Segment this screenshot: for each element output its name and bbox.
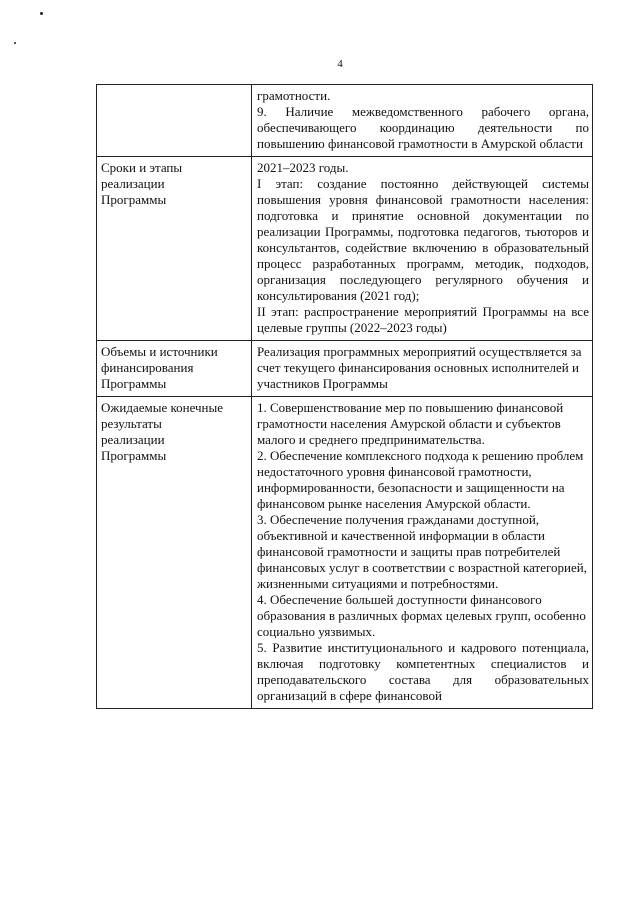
paragraph: 9. Наличие межведомственного рабочего органа, обеспечивающего координацию деятельности по повышению финансовой грамотности в Амурской области <box>257 104 589 151</box>
scan-speck <box>14 42 16 44</box>
row-label-cell <box>97 397 252 709</box>
row-content-cell <box>252 157 593 341</box>
row-content-cell <box>252 397 593 709</box>
table-row <box>97 341 593 397</box>
row-content-cell <box>252 85 593 157</box>
row-label: Объемы и источники финансирования Программы <box>101 344 218 391</box>
page-number: 4 <box>337 58 343 70</box>
row-label-cell <box>97 85 252 157</box>
paragraph: Реализация программных мероприятий осуществляется за счет текущего финансирования основных исполнителей и участников Программы <box>257 344 582 391</box>
paragraph: I этап: создание постоянно действующей системы повышения уровня финансовой грамотности населения: подготовка и принятие основной документации по реализации Программы, подготовка педагогов, тьюторов и консультантов, содействие включению в образовательный процесс разработанных программ, методик, подходов, организация последующего регулярного обучения и консультирования (2021 год); <box>257 176 589 303</box>
paragraph: 2. Обеспечение комплексного подхода к решению проблем недостаточного уровня финансовой грамотности, информированности, безопасности и защищенности на финансовом рынке населения Амурской области. <box>257 448 584 511</box>
row-label-cell <box>97 157 252 341</box>
paragraph: 1. Совершенствование мер по повышению финансовой грамотности населения Амурской области и субъектов малого и среднего предпринимательства. <box>257 400 564 447</box>
program-passport-table <box>96 84 593 709</box>
paragraph: 3. Обеспечение получения гражданами доступной, объективной и качественной информации в области финансовой грамотности и защиты прав потребителей финансовых услуг в соответствии с возрастной категорией, жизненными ситуациями и потребностями. <box>257 512 587 591</box>
row-label: Сроки и этапы реализации Программы <box>101 160 183 207</box>
scan-speck <box>40 12 43 15</box>
paragraph: 2021–2023 годы. <box>257 160 349 175</box>
row-label-cell <box>97 341 252 397</box>
table-row <box>97 397 593 709</box>
row-label: Ожидаемые конечные результаты реализации Программы <box>101 400 224 463</box>
row-content-cell <box>252 341 593 397</box>
paragraph: 4. Обеспечение большей доступности финансового образования в различных формах целевых групп, особенно социально уязвимых. <box>257 592 586 639</box>
table-row <box>97 157 593 341</box>
paragraph: 5. Развитие институционального и кадрового потенциала, включая подготовку компетентных специалистов и преподавательского состава для образовательных организаций в сфере финансовой <box>257 640 589 703</box>
table-row <box>97 85 593 157</box>
paragraph: грамотности. <box>257 88 331 103</box>
paragraph: II этап: распространение мероприятий Программы на все целевые группы (2022–2023 годы) <box>257 304 589 335</box>
